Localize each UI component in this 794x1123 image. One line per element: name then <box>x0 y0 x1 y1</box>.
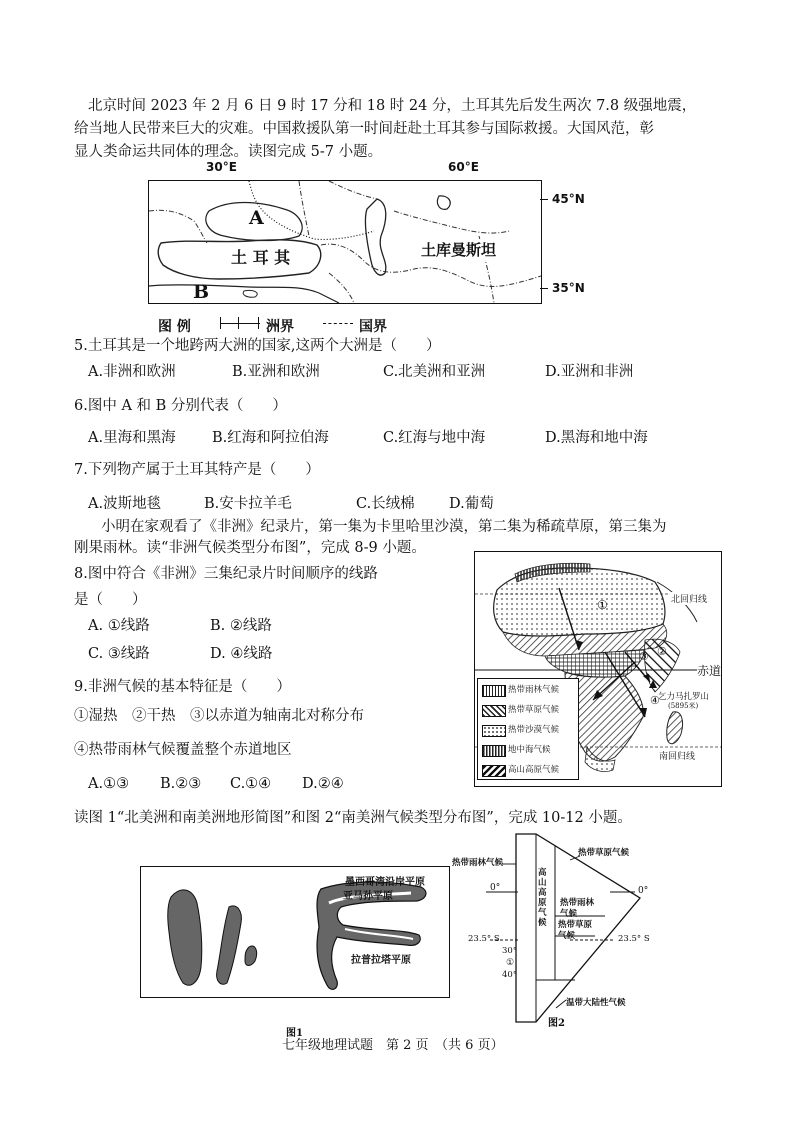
q8-option-d[interactable]: D. ④线路 <box>210 646 273 662</box>
q7-option-c[interactable]: C.长绒棉 <box>356 496 415 512</box>
continent-boundary-tick-3 <box>258 317 259 329</box>
figure-1-caption: 图1 <box>286 1028 303 1039</box>
q8-stem-1: 8.图中符合《非洲》三集纪录片时间顺序的线路 <box>74 566 378 582</box>
label-a: A <box>249 207 264 229</box>
figure-2-south-america-climate <box>450 828 670 1028</box>
q9-statements-2: ④热带雨林气候覆盖整个赤道地区 <box>74 742 292 758</box>
fig2-lat-40: 40° <box>502 970 518 980</box>
fig2-lat-0-right: 0° <box>638 886 649 896</box>
fig2-savanna-top: 热带草原气候 <box>578 848 630 858</box>
q7-option-b[interactable]: B.安卡拉羊毛 <box>204 496 292 512</box>
q6-option-b[interactable]: B.红海和阿拉伯海 <box>212 430 329 446</box>
lon-30e: 30°E <box>206 160 237 174</box>
intro3-line: 读图 1“北美洲和南美洲地形简图”和图 2“南美洲气候类型分布图”，完成 10-12 小题。 <box>74 810 632 826</box>
q7-stem: 7.下列物产属于土耳其特产是（ ） <box>74 462 320 478</box>
turkey-map <box>148 160 598 340</box>
lat-35n: 35°N <box>552 281 585 295</box>
q9-option-d[interactable]: D.②④ <box>302 776 344 792</box>
route-3-label: ③ <box>639 650 649 663</box>
continent-boundary-tick-2 <box>238 317 239 329</box>
page-footer: 七年级地理试题 第 2 页 （共 6 页） <box>282 1038 504 1053</box>
legend-country-label: 国界 <box>359 319 387 335</box>
turkey-map-frame <box>148 180 542 304</box>
intro2-line-2: 刚果雨林。读“非洲气候类型分布图”，完成 8-9 小题。 <box>74 540 426 556</box>
continent-boundary-symbol <box>220 323 260 324</box>
q8-option-b[interactable]: B. ②线路 <box>210 618 272 634</box>
tropic-south-label: 南回归线 <box>659 749 695 762</box>
legend-continent-label: 洲界 <box>266 319 294 335</box>
fig2-savanna-mid: 热带草原气候 <box>558 920 593 941</box>
q9-option-c[interactable]: C.①④ <box>230 776 272 792</box>
q9-stem: 9.非洲气候的基本特征是（ ） <box>74 679 291 695</box>
intro-line-2: 给当地人民带来巨大的灾难。中国救援队第一时间赶赴土耳其参与国际救援。大国风范，彰 <box>74 121 654 137</box>
fig2-lat-23-left: 23.5° S <box>468 934 500 944</box>
legend-label-mediterranean: 地中海气候 <box>508 745 551 755</box>
intro-line-1: 北京时间 2023 年 2 月 6 日 9 时 17 分和 18 时 24 分，土耳其先后发生两次 7.8 级强地震， <box>88 98 697 114</box>
intro2-line-1: 小明在家观看了《非洲》纪录片，第一集为卡里哈里沙漠，第二集为稀疏草原，第三集为 <box>101 519 667 535</box>
figure-1-americas <box>140 866 450 998</box>
legend-title: 图 例 <box>158 319 191 335</box>
q9-option-a[interactable]: A.①③ <box>88 776 130 792</box>
q6-stem: 6.图中 A 和 B 分别代表（ ） <box>74 398 287 414</box>
fig2-lat-0-left: 0° <box>490 883 501 893</box>
q6-option-d[interactable]: D.黑海和地中海 <box>545 430 648 446</box>
equator-label: 赤道 <box>697 664 722 678</box>
legend-label-savanna: 热带草原气候 <box>508 705 560 715</box>
q5-option-c[interactable]: C.北美洲和亚洲 <box>383 364 486 380</box>
q8-stem-2: 是（ ） <box>74 592 147 608</box>
legend-label-rainforest: 热带雨林气候 <box>508 685 560 695</box>
country-turkey: 土 耳 其 <box>231 248 291 267</box>
route-2-label: ② <box>657 645 667 658</box>
q8-option-c[interactable]: C. ③线路 <box>88 646 150 662</box>
fig2-circle-1: ① <box>506 958 515 968</box>
continent-boundary-tick-1 <box>220 317 221 329</box>
fig2-rainforest-left: 热带雨林气候 <box>452 858 504 868</box>
fig2-rainforest-mid: 热带雨林气候 <box>560 898 595 919</box>
legend-swatch-desert <box>482 725 506 737</box>
label-b: B <box>193 281 210 303</box>
intro-line-3: 显人类命运共同体的理念。读图完成 5-7 小题。 <box>74 144 383 160</box>
legend-swatch-rainforest <box>482 685 506 697</box>
plain-label-3: 拉普拉塔平原 <box>351 955 411 966</box>
q5-option-b[interactable]: B.亚洲和欧洲 <box>232 364 320 380</box>
plain-label-2: 亚马孙平原 <box>343 891 393 902</box>
q7-option-d[interactable]: D.葡萄 <box>449 496 494 512</box>
lat-45-tick <box>540 199 548 200</box>
route-4-label: ④ <box>650 694 660 707</box>
q7-option-a[interactable]: A.波斯地毯 <box>88 496 162 512</box>
q8-option-a[interactable]: A. ①线路 <box>88 618 150 634</box>
kilimanjaro-label: 乞力马扎罗山 <box>658 692 710 702</box>
fig2-lat-30: 30° <box>502 946 518 956</box>
legend-label-desert: 热带沙漠气候 <box>508 725 560 735</box>
country-boundary-symbol <box>323 323 353 324</box>
plain-label-1: 墨西哥湾沿岸平原 <box>345 877 425 888</box>
legend-label-highland: 高山高原气候 <box>508 765 560 775</box>
lat-35-tick <box>540 288 548 289</box>
legend-swatch-savanna <box>482 705 506 717</box>
lat-45n: 45°N <box>552 192 585 206</box>
q6-option-c[interactable]: C.红海与地中海 <box>383 430 486 446</box>
legend-swatch-highland <box>482 765 506 777</box>
route-1-label: ① <box>597 598 608 612</box>
kilimanjaro-height: (5895米) <box>668 702 699 710</box>
fig2-highland: 高山高原气候 <box>538 868 547 928</box>
fig2-temperate: 温带大陆性气候 <box>566 998 626 1008</box>
fig2-lat-23-right: 23.5° S <box>618 934 650 944</box>
figure-2-caption: 图2 <box>548 1018 565 1029</box>
q5-option-d[interactable]: D.亚洲和非洲 <box>545 364 634 380</box>
q5-stem: 5.土耳其是一个地跨两大洲的国家,这两个大洲是（ ） <box>74 338 441 354</box>
legend-swatch-mediterranean <box>482 745 506 757</box>
lon-60e: 60°E <box>448 160 479 174</box>
q9-statements-1: ①湿热 ②干热 ③以赤道为轴南北对称分布 <box>74 708 364 724</box>
q5-option-a[interactable]: A.非洲和欧洲 <box>88 364 176 380</box>
country-turkmenistan: 土库曼斯坦 <box>421 241 497 259</box>
tropic-north-label: 北回归线 <box>671 592 707 605</box>
africa-climate-map <box>474 551 722 787</box>
africa-legend <box>477 678 579 780</box>
q6-option-a[interactable]: A.里海和黑海 <box>88 430 176 446</box>
q9-option-b[interactable]: B.②③ <box>160 776 202 792</box>
